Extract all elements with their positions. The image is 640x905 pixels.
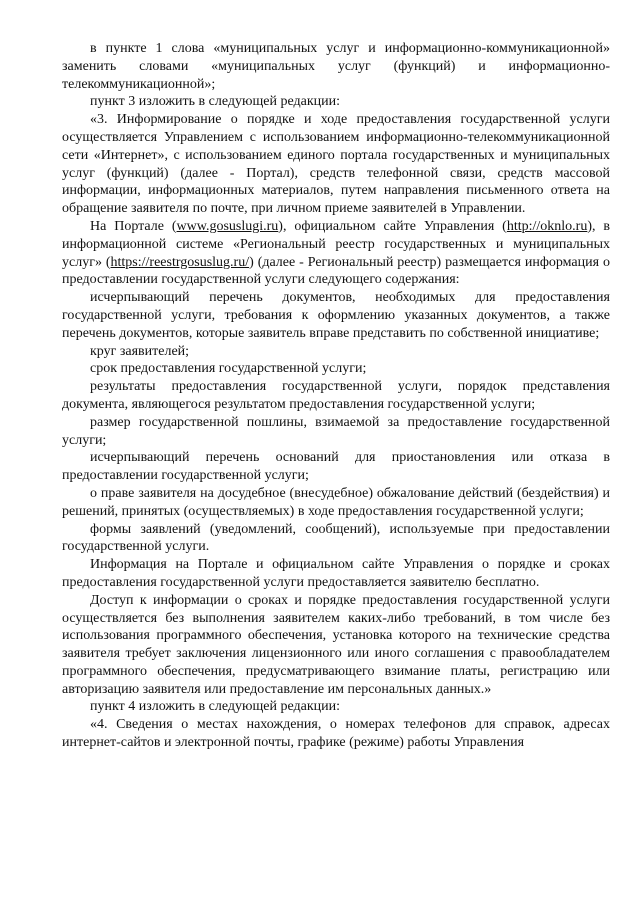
portal-text-2: ), официальном сайте Управления ( [278,218,507,234]
paragraph-forms: формы заявлений (уведомлений, сообщений), используемые при предоставлении государственной услуги. [62,521,610,555]
paragraph-documents-list: исчерпывающий перечень документов, необходимых для предоставления государственной услуги, требования к оформлению указанных документов, а также перечень документов, которые заявитель вправе представить по собственной инициативе; [62,290,610,341]
portal-text-4: ) (далее - Региональный реестр) размещается информация о предоставлении государственной услуги следующего содержания: [62,254,610,288]
paragraph-point-4-intro: пункт 4 изложить в следующей редакции: [90,699,340,715]
paragraph-term: срок предоставления государственной услуги; [90,361,367,377]
paragraph-free-info: Информация на Портале и официальном сайте Управления о порядке и сроках предоставления государственной услуги предоставляется заявителю бесплатно. [62,557,610,590]
paragraph-point-3-text: «3. Информирование о порядке и ходе предоставления государственной услуги осуществляется Управлением с использованием информационно-телекоммуникационной сети «Интернет», с использованием единого портала государственных и муниципальных услуг (функций) (далее - Портал), средств телефонной связи, средств массовой информации, информационных материалов, путем направления письменного ответа на обращение заявителя по почте, при личном приеме заявителей в Управлении. [62,112,610,217]
paragraph-portal-info [62,218,610,289]
reestrgosuslug-link[interactable]: https://reestrgosuslug.ru/ [110,254,250,270]
paragraph-amend-point-1: в пункте 1 слова «муниципальных услуг и информационно-коммуникационной» заменить словами «муниципальных услуг (функций) и информационно-телекоммуникационной»; [62,41,610,92]
gosuslugi-link[interactable]: www.gosuslugi.ru [176,218,279,234]
portal-text-3: ), в информационной системе «Региональный реестр государственных и муниципальных услуг» ( [62,218,610,270]
portal-text-1: На Портале ( [90,218,177,234]
paragraph-point-4-text: «4. Сведения о местах нахождения, о номерах телефонов для справок, адресах интернет-сайтов и электронной почты, графике (режиме) работы Управления [62,717,610,751]
paragraph-point-3-intro: пункт 3 изложить в следующей редакции: [90,94,340,110]
paragraph-results: результаты предоставления государственной услуги, порядок представления документа, являющегося результатом предоставления государственной услуги; [62,379,610,412]
paragraph-applicants: круг заявителей; [90,343,190,359]
oknlo-link[interactable]: http://oknlo.ru [506,218,588,234]
paragraph-access: Доступ к информации о сроках и порядке предоставления государственной услуги осуществляется без выполнения заявителем каких-либо требований, в том числе без использования программного обеспечения, установка которого на технические средства заявителя требует заключения лицензионного или иного соглашения с правообладателем программного обеспечения, предусматривающего взимание платы, регистрацию или авторизацию заявителя или предоставление им персональных данных.» [62,592,610,697]
paragraph-appeal: о праве заявителя на досудебное (внесудебное) обжалование действий (бездействия) и решений, принятых (осуществляемых) в ходе предоставления государственной услуги; [62,485,610,519]
paragraph-fee: размер государственной пошлины, взимаемой за предоставление государственной услуги; [62,414,610,448]
document-page [62,40,610,752]
paragraph-grounds: исчерпывающий перечень оснований для приостановления или отказа в предоставлении государственной услуги; [62,450,610,484]
